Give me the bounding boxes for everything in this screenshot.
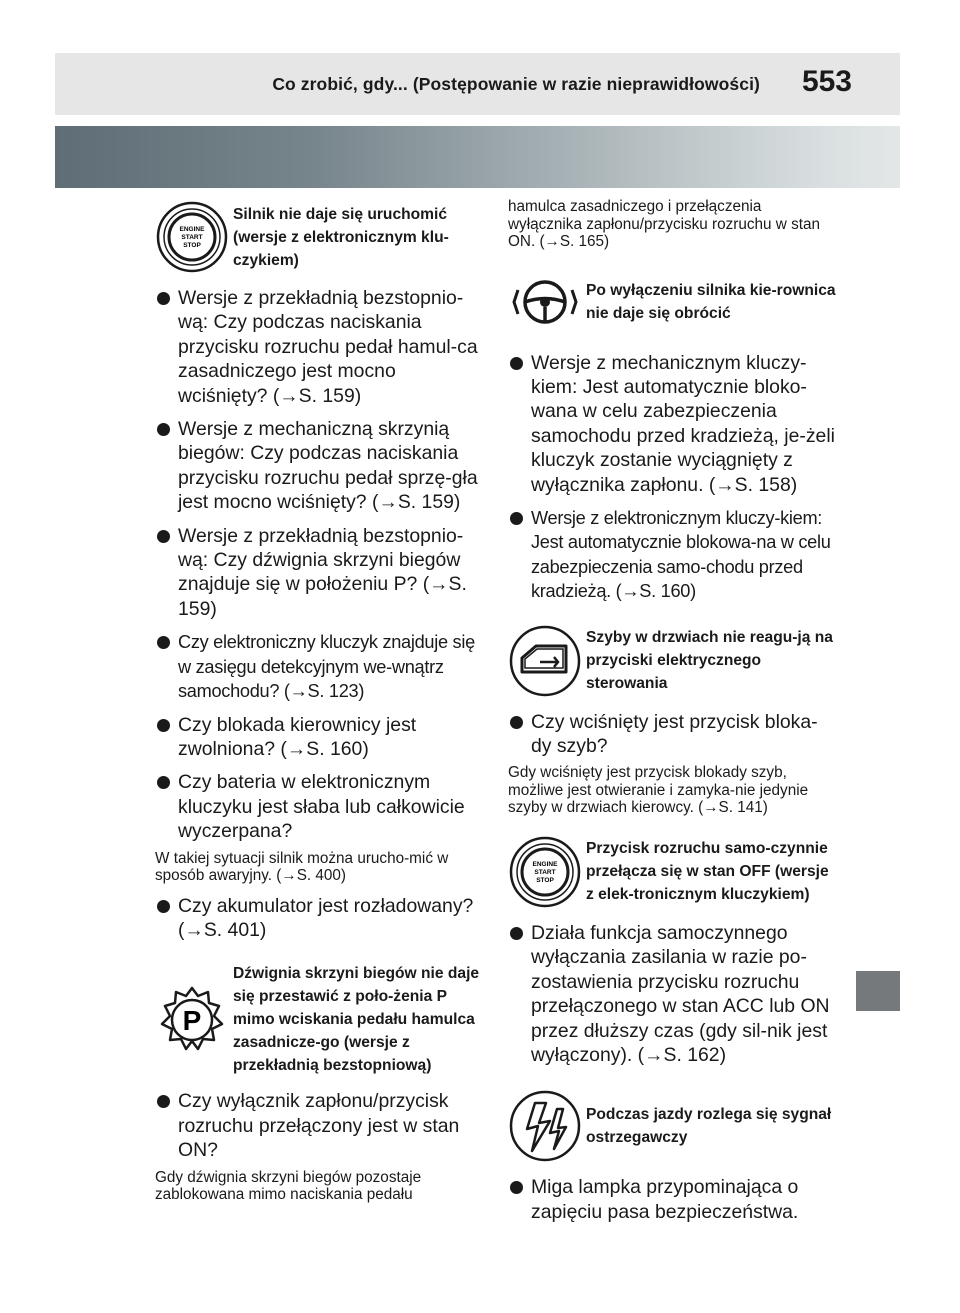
bullet-icon — [510, 927, 523, 940]
bullet-icon — [157, 636, 170, 649]
list-item: Wersje z przekładnią bezstopnio-wą: Czy podczas naciskania przycisku rozruchu pedał hamul-ca zasadniczego jest mocno wciśnięty? (→S. 159) — [155, 286, 488, 408]
bullet-icon — [157, 776, 170, 789]
engine-label-line3: STOP — [536, 876, 554, 884]
engine-label-line3: STOP — [183, 242, 201, 249]
bullet-icon — [157, 292, 170, 305]
note-text: Gdy wciśnięty jest przycisk blokady szyb, możliwe jest otwieranie i zamyka-nie jedynie szyby w drzwiach kierowcy. (→S. 141) — [508, 764, 809, 817]
section-steering-lock — [508, 265, 838, 339]
bullet-icon — [157, 423, 170, 436]
warning-buzzer-icon — [508, 1089, 582, 1163]
note-text: Gdy dźwignia skrzyni biegów pozostaje zablokowana mimo naciskania pedału — [155, 1168, 422, 1204]
right-column — [508, 198, 838, 1230]
list-item: Działa funkcja samoczynnego wyłączania zasilania w razie po-zostawienia przycisku rozruchu przełączonego w stan ACC lub ON przez dłuższy czas (gdy sil-nik jest wyłączony). (→S. 162) — [508, 921, 838, 1067]
note-text: W takiej sytuacji silnik można urucho-mić w sposób awaryjny. (→S. 400) — [155, 849, 449, 885]
header-band — [55, 126, 900, 188]
list-item: Czy bateria w elektronicznym kluczyku jest słaba lub całkowicie wyczerpana? — [155, 770, 488, 843]
section-heading: Dźwignia skrzyni biegów nie daje się przestawić z poło-żenia P mimo wciskania pedału hamulca zasadnicze-go (wersje z przekładnią bezstopniową) — [233, 965, 480, 1075]
list-item: Czy wciśnięty jest przycisk bloka-dy szyb? — [508, 710, 838, 759]
page-number: 553 — [801, 65, 852, 98]
list-item: Wersje z przekładnią bezstopnio-wą: Czy dźwignia skrzyni biegów znajduje się w położeniu P? (→S. 159) — [155, 524, 488, 622]
section-heading: Podczas jazdy rozlega się sygnał ostrzegawczy — [586, 1106, 832, 1147]
bullet-icon — [157, 1095, 170, 1108]
section-engine-wont-start — [155, 200, 488, 274]
bullet-icon — [510, 357, 523, 370]
section-shift-lever — [155, 962, 488, 1077]
list-item: Czy akumulator jest rozładowany? (→S. 401) — [155, 894, 488, 943]
engine-label-line1: ENGINE — [532, 860, 558, 868]
engine-start-button-icon — [155, 200, 229, 274]
list-item: Miga lampka przypominająca o zapięciu pasa bezpieczeństwa. — [508, 1175, 838, 1224]
section-heading: Przycisk rozruchu samo-czynnie przełącza się w stan OFF (wersje z elek-tronicznym kluczykiem) — [586, 840, 829, 904]
bullet-icon — [510, 512, 523, 525]
list-item: Czy blokada kierownicy jest zwolniona? (→S. 160) — [155, 713, 488, 762]
section-power-windows — [508, 624, 838, 698]
chapter-thumb-tab — [856, 971, 900, 1011]
bullet-icon — [157, 530, 170, 543]
park-gear-icon — [155, 983, 229, 1057]
list-item: Wersje z mechaniczną skrzynią biegów: Czy podczas naciskania przycisku rozruchu pedał sprzę-gła jest mocno wciśnięty? (→S. 159) — [155, 417, 488, 515]
section-auto-power-off — [508, 835, 838, 909]
steering-lock-icon — [508, 265, 582, 339]
continued-note: hamulca zasadniczego i przełączenia wyłącznika zapłonu/przycisku rozruchu w stan ON. (→S. 165) — [508, 198, 821, 250]
list-item: Czy elektroniczny kluczyk znajduje się w zasięgu detekcyjnym we-wnątrz samochodu? (→S. 123) — [155, 630, 488, 703]
list-item: Wersje z mechanicznym kluczy-kiem: Jest automatycznie bloko-wana w celu zabezpieczenia samochodu przed kradzieżą, je-żeli kluczyk zostanie wyciągnięty z wyłącznika zapłonu. (→S. 158) — [508, 351, 838, 497]
list-item: Czy wyłącznik zapłonu/przycisk rozruchu przełączony jest w stan ON? — [155, 1089, 488, 1162]
list-item: Wersje z elektronicznym kluczy-kiem: Jest automatycznie blokowa-na w celu zabezpieczenia samo-chodu przed kradzieżą. (→S. 160) — [508, 506, 838, 604]
section-heading: Po wyłączeniu silnika kie-rownica nie daje się obrócić — [586, 281, 836, 322]
chapter-title: Co zrobić, gdy... (Postępowanie w razie nieprawidłowości) — [272, 74, 760, 94]
bullet-icon — [510, 716, 523, 729]
park-letter: P — [182, 1004, 202, 1036]
engine-label-line2: START — [181, 234, 203, 241]
page-header — [55, 53, 900, 115]
engine-label-line2: START — [534, 868, 556, 876]
bullet-icon — [157, 719, 170, 732]
power-window-icon — [508, 624, 582, 698]
left-column — [155, 198, 488, 1212]
section-warning-buzzer — [508, 1089, 838, 1163]
bullet-icon — [510, 1181, 523, 1194]
engine-label-line1: ENGINE — [179, 226, 205, 233]
section-heading: Szyby w drzwiach nie reagu-ją na przyciski elektrycznego sterowania — [586, 629, 833, 693]
engine-start-button-icon — [508, 835, 582, 909]
section-heading: Silnik nie daje się uruchomić (wersje z elektronicznym klu-czykiem) — [233, 205, 449, 269]
bullet-icon — [157, 900, 170, 913]
